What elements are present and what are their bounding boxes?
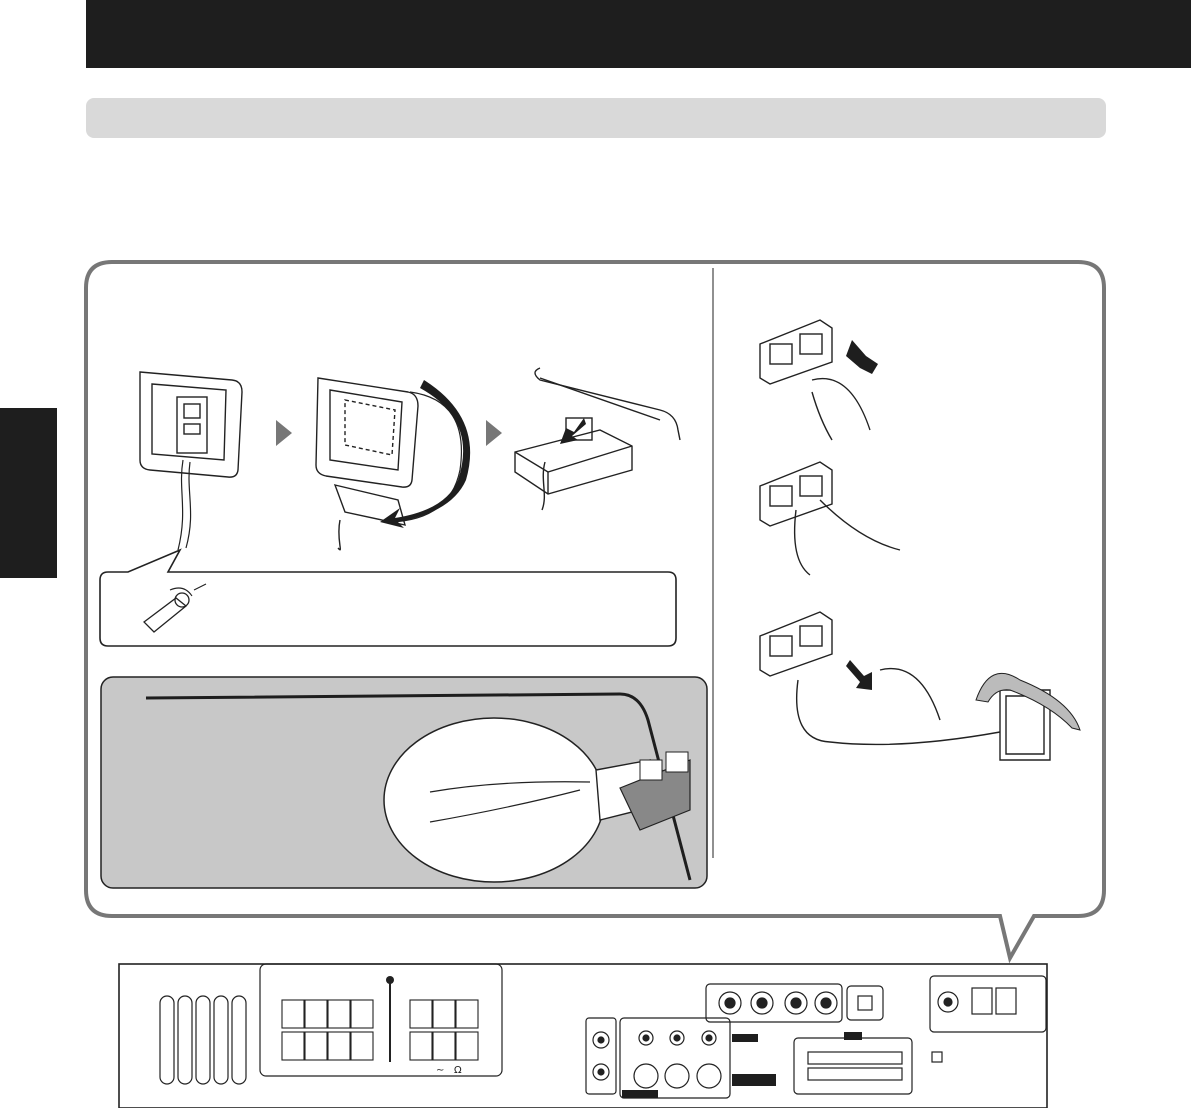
step-arrow-1: [276, 420, 292, 446]
terminal-step-2: [760, 462, 900, 575]
step-arrow-2: [486, 420, 502, 446]
terminal-detail-panel: [101, 677, 707, 888]
rotate-arrow: [976, 673, 1080, 730]
release-arrow: [846, 660, 872, 690]
antenna-step-3-illustration: [515, 368, 680, 510]
tilde-label: ∼: [436, 1065, 445, 1076]
antenna-step-1-illustration: [140, 372, 242, 550]
push-arrow-1: [846, 340, 878, 374]
fold-arrow: [380, 380, 470, 528]
rear-panel: [119, 964, 1047, 1108]
ohm-label: Ω: [454, 1065, 462, 1076]
wire-end-callout: [100, 550, 676, 646]
terminal-step-1: [760, 320, 870, 440]
